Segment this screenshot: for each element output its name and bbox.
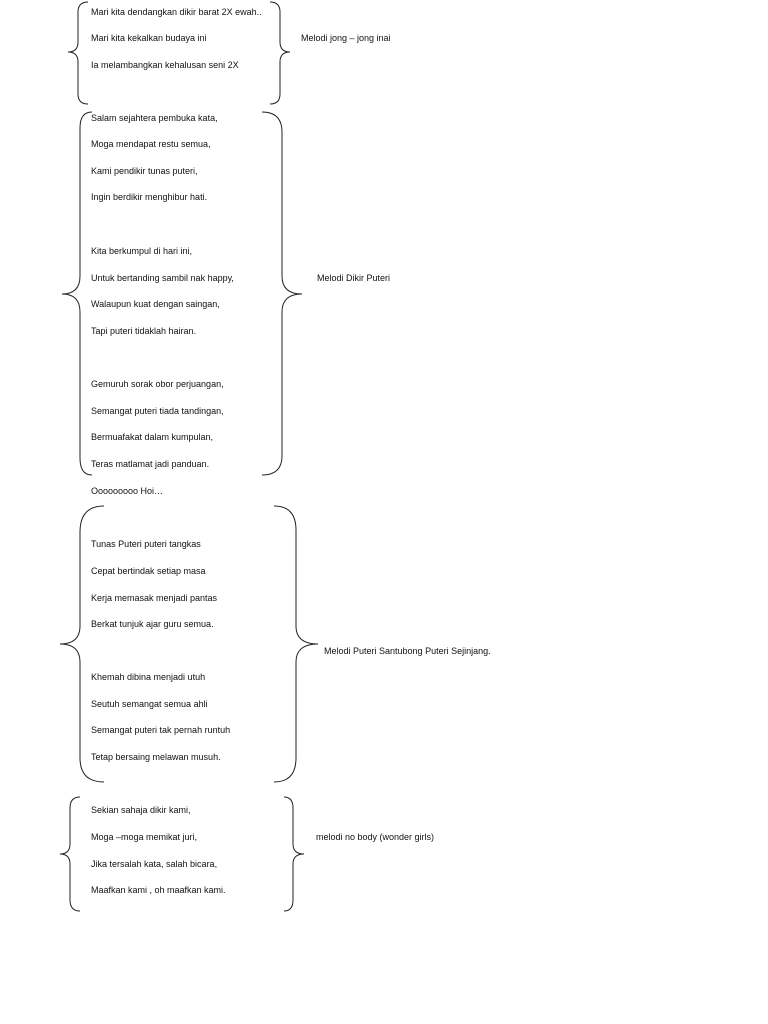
lyric-line: Moga –moga memikat juri,: [91, 832, 198, 842]
right-brace-2: [262, 112, 302, 475]
lyric-line: Kita berkumpul di hari ini,: [91, 246, 193, 256]
lyric-line: Gemuruh sorak obor perjuangan,: [91, 379, 224, 389]
melody-label: Melodi jong – jong inai: [301, 33, 391, 43]
lyric-line: Seutuh semangat semua ahli: [91, 699, 208, 709]
lyric-line: Semangat puteri tiada tandingan,: [91, 406, 224, 416]
lyric-line: Cepat bertindak setiap masa: [91, 566, 206, 576]
lyric-line: Berkat tunjuk ajar guru semua.: [91, 619, 214, 629]
lyric-line: Mari kita dendangkan dikir barat 2X ewah..: [91, 7, 262, 17]
lyric-line: Bermuafakat dalam kumpulan,: [91, 432, 214, 442]
left-brace-2: [62, 112, 92, 475]
lyric-line: Jika tersalah kata, salah bicara,: [91, 859, 218, 869]
lyric-line: Tapi puteri tidaklah hairan.: [91, 326, 197, 336]
melody-label: Melodi Puteri Santubong Puteri Sejinjang.: [324, 646, 491, 656]
interlude-line: Ooooooooo Hoi…: [91, 486, 164, 496]
melody-label: Melodi Dikir Puteri: [317, 273, 391, 283]
lyric-line: Untuk bertanding sambil nak happy,: [91, 273, 234, 283]
lyric-line: Mari kita kekalkan budaya ini: [91, 33, 207, 43]
right-brace-4: [284, 797, 304, 911]
lyric-line: Sekian sahaja dikir kami,: [91, 805, 191, 815]
lyric-line: Khemah dibina menjadi utuh: [91, 672, 206, 682]
right-brace-3: [274, 506, 318, 782]
right-brace-1: [270, 2, 290, 104]
left-brace-4: [60, 797, 80, 911]
lyric-line: Semangat puteri tak pernah runtuh: [91, 725, 231, 735]
lyric-line: Ia melambangkan kehalusan seni 2X: [91, 60, 239, 70]
melody-label: melodi no body (wonder girls): [316, 832, 435, 842]
lyric-line: Teras matlamat jadi panduan.: [91, 459, 210, 469]
lyric-line: Kami pendikir tunas puteri,: [91, 166, 198, 176]
lyric-line: Salam sejahtera pembuka kata,: [91, 113, 218, 123]
lyric-line: Kerja memasak menjadi pantas: [91, 593, 218, 603]
lyric-line: Maafkan kami , oh maafkan kami.: [91, 885, 226, 895]
left-brace-1: [68, 2, 88, 104]
lyric-line: Tunas Puteri puteri tangkas: [91, 539, 201, 549]
lyric-line: Tetap bersaing melawan musuh.: [91, 752, 221, 762]
lyric-line: Ingin berdikir menghibur hati.: [91, 192, 208, 202]
lyric-line: Moga mendapat restu semua,: [91, 139, 211, 149]
lyric-line: Walaupun kuat dengan saingan,: [91, 299, 220, 309]
